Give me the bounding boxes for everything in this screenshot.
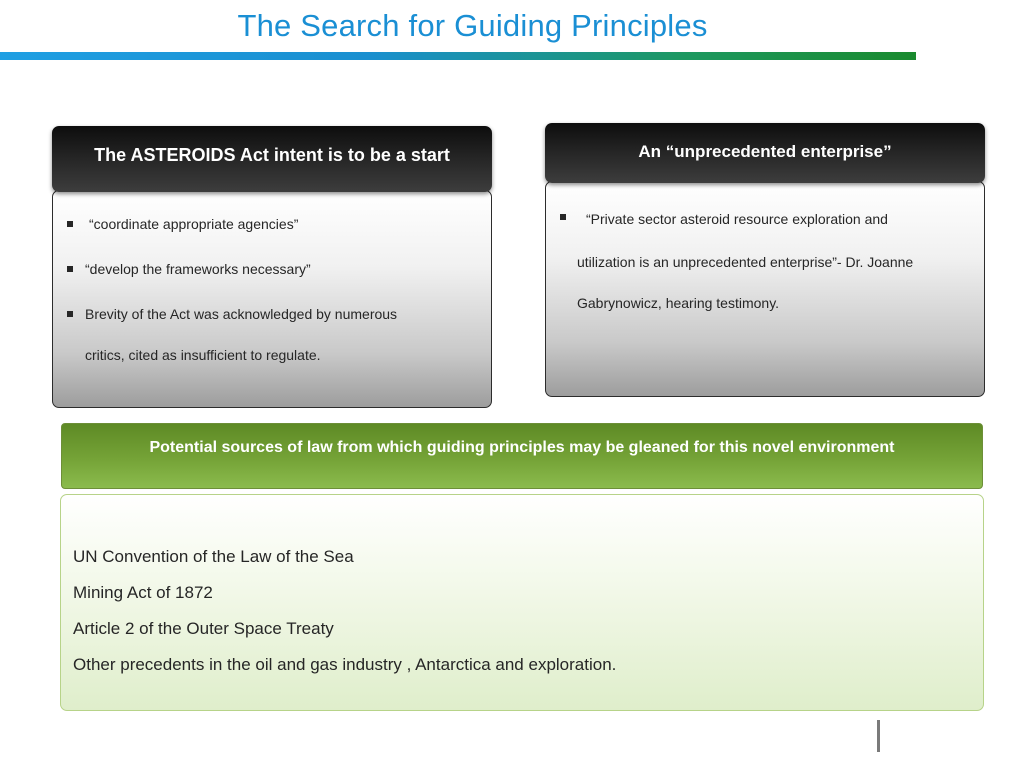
sources-header — [61, 423, 983, 489]
bullet-square-icon — [67, 311, 73, 317]
left-bullet-3-continuation: critics, cited as insufficient to regulate. — [85, 347, 321, 363]
source-item-1: UN Convention of the Law of the Sea — [73, 547, 354, 566]
decorative-divider-line — [877, 720, 880, 752]
sources-heading: Potential sources of law from which guiding principles may be gleaned for this novel environment — [149, 439, 895, 456]
source-item-2: Mining Act of 1872 — [73, 583, 213, 602]
left-bullet-3-text: Brevity of the Act was acknowledged by numerous — [85, 306, 398, 322]
bullet-square-icon — [67, 221, 73, 227]
left-card-header — [52, 126, 492, 192]
source-item-4: Other precedents in the oil and gas industry , Antarctica and exploration. — [73, 655, 617, 674]
title-underline-bar — [0, 52, 916, 60]
left-bullet-2-text: “develop the frameworks necessary” — [85, 261, 311, 277]
left-card-body — [52, 190, 492, 408]
left-card-heading: The ASTEROIDS Act intent is to be a start — [94, 145, 450, 165]
left-bullet-1 — [67, 204, 298, 245]
left-bullet-1-text: “coordinate appropriate agencies” — [89, 216, 299, 232]
left-bullet-3 — [67, 294, 397, 335]
right-card-heading: An “unprecedented enterprise” — [638, 142, 892, 161]
right-bullet-line-3: Gabrynowicz, hearing testimony. — [577, 295, 780, 311]
left-bullet-2 — [67, 249, 311, 290]
right-card-header — [545, 123, 985, 183]
right-bullet-1 — [560, 199, 888, 240]
slide-title: The Search for Guiding Principles — [237, 8, 708, 43]
source-item-3: Article 2 of the Outer Space Treaty — [73, 619, 334, 638]
right-bullet-line-2: utilization is an unprecedented enterprise”- Dr. Joanne — [577, 254, 914, 270]
right-bullet-line-1: “Private sector asteroid resource exploration and — [586, 211, 888, 227]
right-card-body — [545, 181, 985, 397]
bullet-square-icon — [67, 266, 73, 272]
bullet-square-icon — [560, 214, 566, 220]
